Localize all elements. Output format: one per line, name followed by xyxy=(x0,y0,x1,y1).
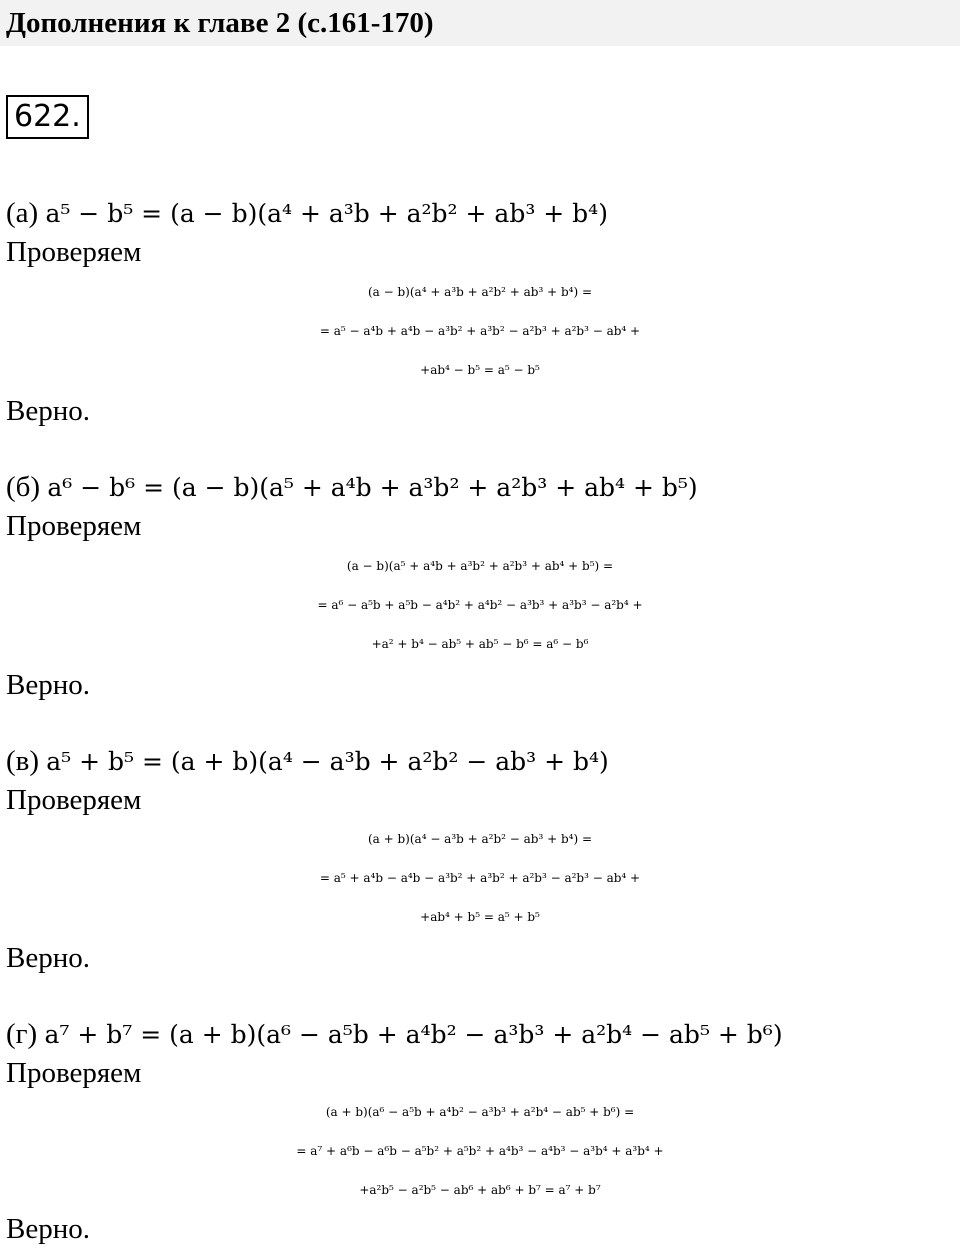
part-b-formula: a⁶ − b⁶ = (a − b)(a⁵ + a⁴b + a³b² + a²b³ + ab⁴ + b⁵) xyxy=(47,473,698,502)
part-a-check-line-1: (a − b)(a⁴ + a³b + a²b² + ab³ + b⁴) = xyxy=(367,285,593,299)
part-b-statement xyxy=(6,470,698,505)
chapter-title: Дополнения к главе 2 (с.161-170) xyxy=(6,7,434,39)
part-b-check-line-3: +a² + b⁴ − ab⁵ + ab⁵ − b⁶ = a⁶ − b⁶ xyxy=(371,637,589,651)
problem-number-box: 622. xyxy=(6,95,89,139)
part-c-check-line-3: +ab⁴ + b⁵ = a⁵ + b⁵ xyxy=(420,910,540,924)
part-c-statement xyxy=(6,744,609,779)
part-a-label: (а) xyxy=(6,197,39,229)
part-c-label: (в) xyxy=(6,745,40,777)
part-b-verdict: Верно. xyxy=(6,669,90,701)
part-d-label: (г) xyxy=(6,1018,38,1050)
part-b-check-line-1: (a − b)(a⁵ + a⁴b + a³b² + a²b³ + ab⁴ + b⁵) = xyxy=(346,559,614,573)
part-a-check-line-2: = a⁵ − a⁴b + a⁴b − a³b² + a³b² − a²b³ + a²b³ − ab⁴ + xyxy=(319,324,641,338)
part-d-verdict: Верно. xyxy=(6,1213,90,1245)
part-c-formula: a⁵ + b⁵ = (a + b)(a⁴ − a³b + a²b² − ab³ + b⁴) xyxy=(46,747,609,776)
part-a-formula: a⁵ − b⁵ = (a − b)(a⁴ + a³b + a²b² + ab³ + b⁴) xyxy=(45,199,608,228)
part-a-verdict: Верно. xyxy=(6,395,90,427)
part-b-check-word: Проверяем xyxy=(6,510,142,542)
part-d-formula: a⁷ + b⁷ = (a + b)(a⁶ − a⁵b + a⁴b² − a³b³ + a²b⁴ − ab⁵ + b⁶) xyxy=(44,1020,783,1049)
part-c-check-word: Проверяем xyxy=(6,784,142,816)
part-a-check-word: Проверяем xyxy=(6,236,142,268)
part-d-check-word: Проверяем xyxy=(6,1057,142,1089)
part-c-check-line-2: = a⁵ + a⁴b − a⁴b − a³b² + a³b² + a²b³ − a²b³ − ab⁴ + xyxy=(319,871,641,885)
page-header xyxy=(0,0,960,46)
part-c-verdict: Верно. xyxy=(6,942,90,974)
part-d-check-line-2: = a⁷ + a⁶b − a⁶b − a⁵b² + a⁵b² + a⁴b³ − a⁴b³ − a³b⁴ + a³b⁴ + xyxy=(296,1144,664,1158)
part-d-check-line-1: (a + b)(a⁶ − a⁵b + a⁴b² − a³b³ + a²b⁴ − ab⁵ + b⁶) = xyxy=(325,1105,635,1119)
part-a-statement xyxy=(6,196,608,231)
part-a-check-line-3: +ab⁴ − b⁵ = a⁵ − b⁵ xyxy=(420,363,540,377)
part-c-check-line-1: (a + b)(a⁴ − a³b + a²b² − ab³ + b⁴) = xyxy=(367,832,593,846)
part-d-statement xyxy=(6,1017,783,1052)
part-d-check-line-3: +a²b⁵ − a²b⁵ − ab⁶ + ab⁶ + b⁷ = a⁷ + b⁷ xyxy=(359,1183,601,1197)
part-b-label: (б) xyxy=(6,471,41,503)
part-b-check-line-2: = a⁶ − a⁵b + a⁵b − a⁴b² + a⁴b² − a³b³ + a³b³ − a²b⁴ + xyxy=(317,598,643,612)
